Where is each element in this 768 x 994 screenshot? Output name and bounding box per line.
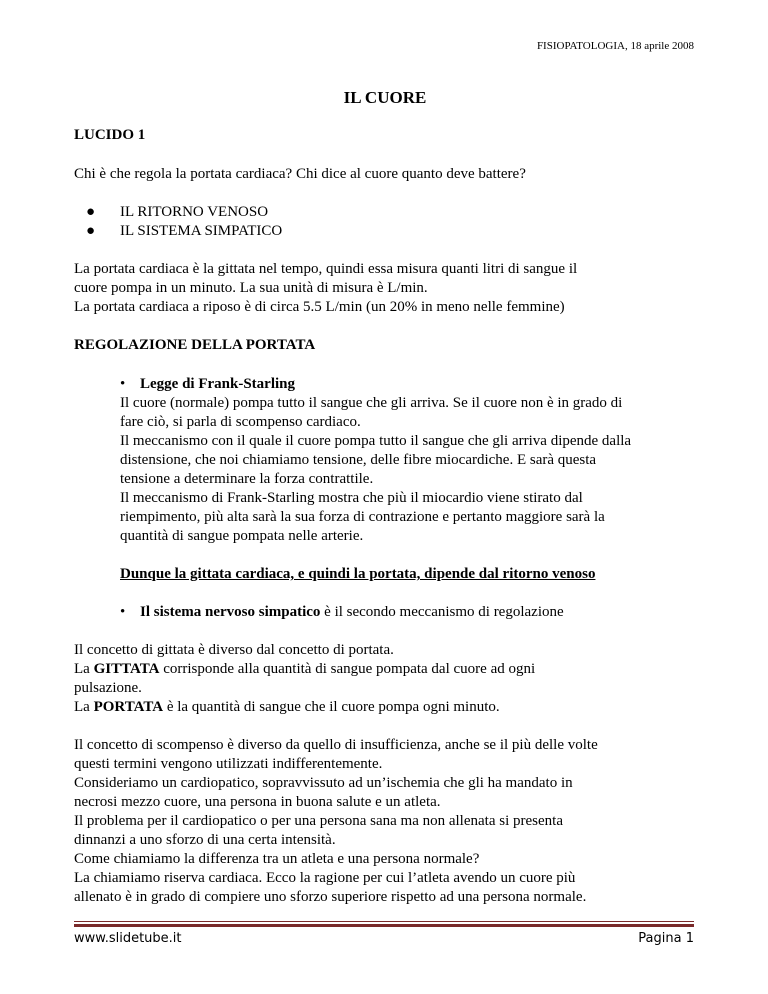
footer-page-number: Pagina 1 [638,931,694,946]
paragraph-line: cuore pompa in un minuto. La sua unità di misura è L/min. [74,280,428,296]
paragraph-line: distensione, che noi chiamiamo tensione, delle fibre miocardiche. E sarà questa [120,452,597,468]
list-item: ● IL RITORNO VENOSO [86,204,269,220]
paragraph-line: tensione a determinare la forza contrattile. [120,471,374,487]
bullet-icon: ● [86,223,96,239]
question-text: Chi è che regola la portata cardiaca? Chi dice al cuore quanto deve battere? [74,166,526,182]
bullet-icon: • [120,376,126,392]
paragraph-line: pulsazione. [74,680,142,696]
bullet-list [74,203,696,241]
sympathetic-item: • Il sistema nervoso simpatico è il secondo meccanismo di regolazione [120,604,564,620]
paragraph-line: Il cuore (normale) pompa tutto il sangue che gli arriva. Se il cuore non è in grado di [120,395,623,411]
paragraph-line: Il concetto di gittata è diverso dal concetto di portata. [74,642,394,658]
paragraph-line: La chiamiamo riserva cardiaca. Ecco la ragione per cui l’atleta avendo un cuore più [74,870,576,886]
section-heading-lucido: LUCIDO 1 [74,127,146,143]
paragraph-line: fare ciò, si parla di scompenso cardiaco. [120,414,361,430]
page-content [74,88,696,907]
paragraph-line: Il problema per il cardiopatico o per una persona sana ma non allenata si presenta [74,813,563,829]
section-heading-regolazione: REGOLAZIONE DELLA PORTATA [74,337,316,353]
bullet-icon: • [120,604,126,620]
paragraph-line: allenato è in grado di compiere uno sforzo superiore rispetto ad una persona normale. [74,889,587,905]
paragraph-line: necrosi mezzo cuore, una persona in buona salute e un atleta. [74,794,441,810]
paragraph-line: La portata cardiaca è la gittata nel tempo, quindi essa misura quanti litri di sangue il [74,261,578,277]
footer-website: www.slidetube.it [74,931,182,946]
paragraph-line: riempimento, più alta sarà la sua forza di contrazione e pertanto maggiore sarà la [120,509,605,525]
bullet-icon: ● [86,204,96,220]
paragraph-line: Il concetto di scompenso è diverso da quello di insufficienza, anche se il più delle volte [74,737,598,753]
list-item: ● IL SISTEMA SIMPATICO [86,223,283,239]
paragraph-line: dinnanzi a uno sforzo di una certa intensità. [74,832,336,848]
paragraph-line: quantità di sangue pompata nelle arterie. [120,528,364,544]
paragraph-line: Il meccanismo di Frank-Starling mostra che più il miocardio viene stirato dal [120,490,583,506]
portata-definition: La PORTATA è la quantità di sangue che il cuore pompa ogni minuto. [74,699,500,715]
paragraph-line: Consideriamo un cardiopatico, sopravvissuto ad un’ischemia che gli ha mandato in [74,775,573,791]
frank-starling-block [120,375,696,622]
law-title: • Legge di Frank-Starling [120,376,296,392]
conclusion-text: Dunque la gittata cardiaca, e quindi la portata, dipende dal ritorno venoso [120,566,596,582]
paragraph-line: Il meccanismo con il quale il cuore pompa tutto il sangue che gli arriva dipende dalla [120,433,632,449]
paragraph-line: questi termini vengono utilizzati indifferentemente. [74,756,383,772]
paragraph-line: Come chiamiamo la differenza tra un atleta e una persona normale? [74,851,480,867]
gittata-definition: La GITTATA corrisponde alla quantità di sangue pompata dal cuore ad ogni [74,661,536,677]
paragraph-line: La portata cardiaca a riposo è di circa 5.5 L/min (un 20% in meno nelle femmine) [74,299,565,315]
page-header: FISIOPATOLOGIA, 18 aprile 2008 [536,40,694,52]
document-title: IL CUORE [343,88,427,107]
page-footer [74,924,694,946]
